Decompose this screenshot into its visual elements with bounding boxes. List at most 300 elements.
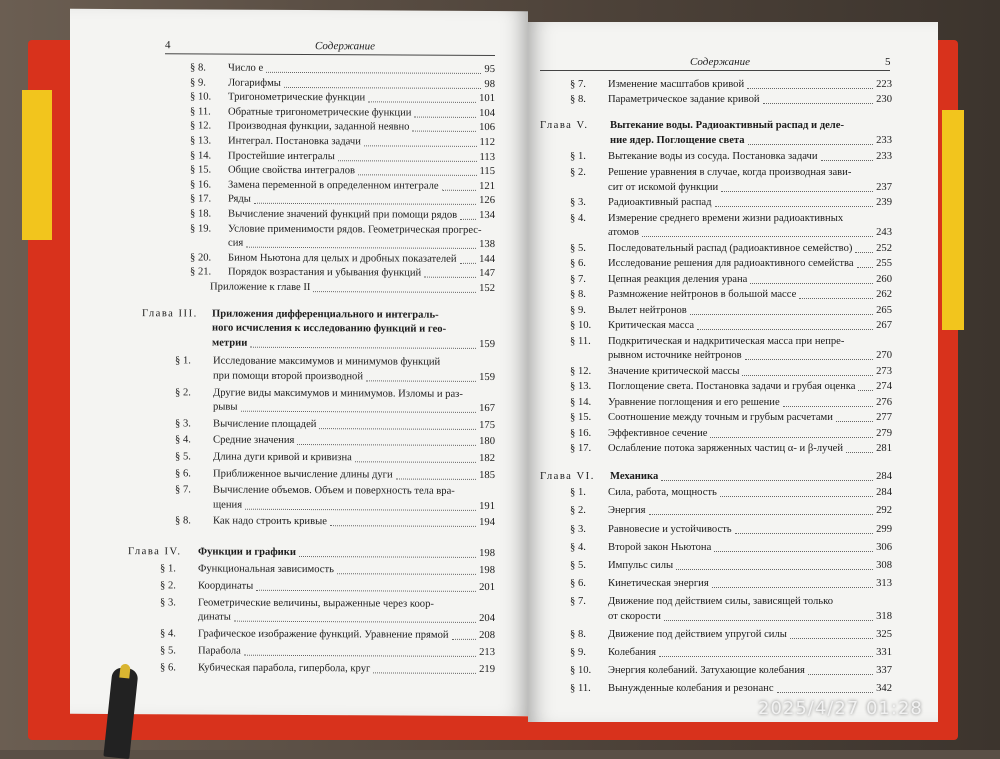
toc-section-number: § 1. <box>570 151 586 163</box>
toc-entry-title: Вынужденные колебания и резонанс <box>608 682 774 694</box>
toc-entry-continuation <box>608 181 892 195</box>
toc-section-number: § 1. <box>175 355 191 367</box>
toc-entry-title: Значение критической массы <box>608 365 740 377</box>
toc-entry-title: Как надо строить кривые <box>213 515 327 528</box>
toc-entry-continuation <box>608 226 892 240</box>
toc-page-number: 159 <box>479 371 495 384</box>
toc-page-number: 134 <box>479 209 495 222</box>
toc-leader-dots <box>714 551 873 552</box>
toc-entry <box>570 664 892 678</box>
toc-leader-dots <box>710 437 873 438</box>
toc-leader-dots <box>649 514 874 515</box>
toc-entry <box>190 222 495 238</box>
toc-section-number: § 11. <box>190 106 211 118</box>
toc-section-number: § 7. <box>570 79 586 90</box>
toc-page-number: 252 <box>876 242 892 254</box>
toc-page-number: 267 <box>876 320 892 332</box>
toc-leader-dots <box>452 639 477 640</box>
toc-page-number: 325 <box>876 628 892 640</box>
toc-page-number: 273 <box>876 365 892 377</box>
toc-section-number: § 13. <box>190 135 212 147</box>
toc-leader-dots <box>256 589 476 591</box>
toc-entry-title-cont: щения <box>213 499 243 511</box>
chapter-page-number: 233 <box>876 134 892 146</box>
toc-entry <box>570 242 892 256</box>
chapter-label: Глава VI. <box>540 470 595 482</box>
toc-entry-continuation <box>608 349 892 363</box>
toc-page-number: 115 <box>479 166 495 178</box>
toc-section-number: § 3. <box>175 418 191 430</box>
chapter-heading-cont <box>610 134 892 148</box>
toc-section-number: § 17. <box>570 443 592 455</box>
toc-page-number: 230 <box>876 93 892 105</box>
toc-entry <box>190 193 495 209</box>
toc-leader-dots <box>846 452 873 453</box>
toc-entry-title: Графическое изображение функций. Уравнение прямой <box>198 628 449 641</box>
toc-entry <box>570 682 892 696</box>
toc-entry <box>190 134 495 150</box>
toc-entry-title: Порядок возрастания и убывания функций <box>228 267 422 280</box>
chapter-label: Глава III. <box>142 307 198 320</box>
toc-leader-dots <box>412 131 476 132</box>
toc-entry <box>190 76 495 92</box>
toc-entry-title: Исследование максимумов и минимумов функций <box>213 355 441 369</box>
chapter-heading <box>142 307 495 323</box>
toc-section-number: § 18. <box>190 208 212 220</box>
toc-entry <box>160 627 495 643</box>
toc-entry-title: Энергия <box>608 505 646 517</box>
toc-entry-title: Движение под действием силы, зависящей только <box>608 595 834 607</box>
toc-entry <box>570 212 892 226</box>
toc-entry-title: Вылет нейтронов <box>608 304 687 316</box>
toc-entry-continuation <box>198 611 495 627</box>
toc-leader-dots <box>244 655 476 657</box>
toc-section-number: § 17. <box>190 193 212 205</box>
toc-page-number: 308 <box>876 559 892 571</box>
toc-entry <box>570 559 892 573</box>
toc-section-number: § 8. <box>190 62 206 74</box>
toc-entry <box>160 562 495 578</box>
cover-stripe-right <box>942 110 964 330</box>
toc-section-number: § 3. <box>160 596 176 608</box>
right-page <box>528 22 938 722</box>
toc-entry <box>175 484 495 500</box>
toc-entry-title: Интеграл. Постановка задачи <box>228 135 361 148</box>
toc-entry-title: Колебания <box>608 646 656 658</box>
toc-page-number: 191 <box>479 500 495 512</box>
toc-leader-dots <box>721 191 873 192</box>
toc-entry-title: Кинетическая энергия <box>608 577 709 589</box>
toc-section-number: § 15. <box>190 164 212 176</box>
toc-section-number: § 5. <box>175 451 191 463</box>
toc-entry-title: Условие применимости рядов. Геометрическая прогрес- <box>228 223 482 236</box>
toc-page-number: 279 <box>876 427 892 439</box>
toc-entry <box>570 541 892 555</box>
toc-leader-dots <box>297 444 476 446</box>
chapter-title: ние ядер. Поглощение света <box>610 134 745 146</box>
toc-leader-dots <box>414 116 476 117</box>
toc-entry-title: Приближенное вычисление длины дуги <box>213 468 393 481</box>
left-page-number: 4 <box>165 39 171 52</box>
toc-page-number: 255 <box>876 258 892 270</box>
toc-entry-title: Энергия колебаний. Затухающие колебания <box>608 664 805 676</box>
toc-leader-dots <box>460 263 477 264</box>
toc-entry <box>190 178 495 194</box>
toc-section-number: § 3. <box>570 197 586 208</box>
toc-leader-dots <box>747 88 873 89</box>
toc-page-number: 204 <box>479 613 495 625</box>
toc-page-number: 292 <box>876 505 892 517</box>
toc-section-number: § 7. <box>175 484 191 496</box>
toc-section-number: § 8. <box>175 515 191 527</box>
toc-entry-title: Параметрическое задание кривой <box>608 93 760 105</box>
toc-leader-dots <box>319 428 476 430</box>
toc-leader-dots <box>250 347 476 349</box>
toc-section-number: § 5. <box>570 559 586 571</box>
toc-entry-title: Число e <box>228 62 264 74</box>
toc-entry <box>175 417 495 433</box>
toc-leader-dots <box>690 314 873 315</box>
toc-entry-title: Замена переменной в определенном интеграле <box>228 179 439 192</box>
chapter-page-number: 159 <box>479 338 495 350</box>
toc-leader-dots <box>364 145 477 147</box>
cover-stripe-left <box>22 90 52 240</box>
toc-page-number: 104 <box>479 107 495 119</box>
toc-leader-dots <box>366 380 476 382</box>
toc-page-number: 144 <box>479 253 495 265</box>
toc-page-number: 313 <box>876 577 892 589</box>
toc-entry <box>570 595 892 609</box>
toc-entry-title: Вытекание воды из сосуда. Постановка задачи <box>608 151 818 163</box>
toc-entry <box>570 523 892 537</box>
toc-page-number: 182 <box>479 452 495 465</box>
toc-entry <box>570 319 892 333</box>
toc-page-number: 194 <box>479 517 495 529</box>
toc-page-number: 342 <box>876 682 892 694</box>
toc-leader-dots <box>337 573 476 575</box>
toc-entry-title: Ряды <box>228 194 251 206</box>
toc-entry <box>190 266 495 282</box>
toc-section-number: § 20. <box>190 252 212 264</box>
toc-entry-title: Вычисление значений функций при помощи рядов <box>228 208 458 221</box>
toc-entry-title-cont: атомов <box>608 227 640 239</box>
toc-leader-dots <box>836 421 873 422</box>
toc-section-number: § 9. <box>190 77 206 89</box>
toc-leader-dots <box>857 267 873 268</box>
chapter-title: Приложения дифференциального и интеграль- <box>212 308 439 321</box>
toc-entry-title: Кубическая парабола, гипербола, круг <box>198 662 371 675</box>
toc-leader-dots <box>330 526 476 528</box>
toc-page-number: 337 <box>876 664 892 676</box>
toc-page-number: 95 <box>484 63 495 76</box>
toc-section-number: § 5. <box>570 242 586 254</box>
toc-page-number: 180 <box>479 436 495 448</box>
toc-leader-dots <box>855 252 873 253</box>
toc-entry <box>570 196 892 210</box>
toc-section-number: § 6. <box>175 467 191 480</box>
chapter-page-number: 198 <box>479 547 495 560</box>
chapter-title: Функции и графики <box>198 546 296 558</box>
toc-entry-title: Простейшие интегралы <box>228 150 335 162</box>
toc-page-number: 237 <box>876 181 892 193</box>
toc-entry <box>175 450 495 466</box>
toc-entry-title: Тригонометрические функции <box>228 91 366 104</box>
toc-entry <box>570 396 892 410</box>
toc-leader-dots <box>821 160 874 161</box>
toc-leader-dots <box>661 480 873 481</box>
toc-entry <box>570 78 892 92</box>
toc-entry <box>570 365 892 379</box>
toc-leader-dots <box>313 291 476 293</box>
toc-entry <box>160 644 495 660</box>
toc-leader-dots <box>396 478 476 479</box>
toc-entry <box>160 661 495 677</box>
toc-page-number: 284 <box>876 487 892 499</box>
toc-entry-title: Решение уравнения в случае, когда производная зави- <box>608 166 852 178</box>
toc-entry <box>190 251 495 267</box>
toc-leader-dots <box>368 102 476 104</box>
toc-page-number: 299 <box>876 523 892 535</box>
chapter-title: ного исчисления к исследованию функций и гео- <box>212 322 447 335</box>
toc-entry <box>570 304 892 318</box>
toc-entry-continuation <box>213 498 495 513</box>
toc-leader-dots <box>241 411 477 413</box>
toc-section-number: § 14. <box>570 396 592 408</box>
toc-entry-title: Размножение нейтронов в большой массе <box>608 289 797 301</box>
toc-section-number: § 2. <box>175 386 191 399</box>
toc-entry <box>175 434 495 450</box>
toc-page-number: 277 <box>876 412 892 424</box>
toc-page-number: 265 <box>876 304 892 316</box>
toc-entry-continuation <box>213 401 495 416</box>
toc-leader-dots <box>715 206 874 207</box>
toc-page-number: 281 <box>876 443 892 455</box>
toc-entry-title: Последовательный распад (радиоактивное семейство) <box>608 242 853 254</box>
toc-entry <box>175 386 495 402</box>
toc-entry <box>570 380 892 394</box>
left-header-title: Содержание <box>315 40 376 53</box>
toc-leader-dots <box>783 406 873 407</box>
toc-section-number: § 7. <box>570 273 586 285</box>
toc-leader-dots <box>266 72 481 74</box>
toc-page-number: 121 <box>479 180 495 192</box>
toc-entry <box>570 335 892 349</box>
toc-leader-dots <box>373 673 476 675</box>
toc-section-number: § 16. <box>190 179 212 191</box>
toc-leader-dots <box>697 329 873 330</box>
toc-entry-title: Критическая масса <box>608 320 695 332</box>
toc-entry-title: Геометрические величины, выраженные через коор- <box>198 597 434 610</box>
toc-section-number: § 8. <box>570 93 586 105</box>
toc-page-number: 113 <box>479 151 495 163</box>
toc-entry-title: Вычисление площадей <box>213 418 317 430</box>
toc-section-number: § 6. <box>160 662 176 674</box>
toc-entry-title-cont: динаты <box>198 611 231 623</box>
right-page-header <box>540 56 890 71</box>
toc-leader-dots <box>284 87 481 89</box>
toc-leader-dots <box>742 375 873 376</box>
toc-page-number: 167 <box>479 403 495 415</box>
toc-section-number: § 9. <box>570 646 586 658</box>
toc-entry-title: Функциональная зависимость <box>198 563 334 575</box>
toc-section-number: § 8. <box>570 628 586 640</box>
toc-page-number: 243 <box>876 227 892 239</box>
toc-section-number: § 3. <box>570 523 586 535</box>
toc-entry-title: Логарифмы <box>228 77 281 89</box>
chapter-title: Вытекание воды. Радиоактивный распад и деле- <box>610 120 844 132</box>
toc-entry <box>570 442 892 456</box>
toc-entry-title: Производная функции, заданной неявно <box>228 121 410 133</box>
toc-entry <box>190 91 495 107</box>
toc-leader-dots <box>642 236 873 237</box>
toc-entry-title-cont: от скорости <box>608 610 661 622</box>
toc-entry <box>175 355 495 371</box>
toc-leader-dots <box>720 496 873 497</box>
toc-entry-title: Радиоактивный распад <box>608 197 712 208</box>
toc-section-number: § 2. <box>570 505 586 517</box>
toc-entry-title: Движение под действием упругой силы <box>608 628 787 640</box>
chapter-title: метрии <box>212 337 248 349</box>
toc-entry <box>570 628 892 642</box>
toc-leader-dots <box>442 190 477 191</box>
toc-leader-dots <box>659 656 873 657</box>
toc-entry-title: Исследование решения для радиоактивного семейства <box>608 258 854 270</box>
toc-leader-dots <box>763 103 874 104</box>
toc-section-number: § 6. <box>570 258 586 270</box>
toc-entry-title: Поглощение света. Постановка задачи и грубая оценка <box>608 381 856 393</box>
toc-entry-title: Вычисление объемов. Объем и поверхность тела вра- <box>213 484 455 498</box>
toc-leader-dots <box>790 638 873 639</box>
toc-leader-dots <box>777 692 874 693</box>
toc-leader-dots <box>799 298 873 299</box>
toc-entry-title-cont: рывном источнике нейтронов <box>608 350 742 362</box>
toc-section-number: § 4. <box>160 628 176 640</box>
toc-entry-title: Длина дуги кривой и кривизна <box>213 451 352 464</box>
toc-entry-title: Подкритическая и надкритическая масса при непре- <box>608 335 845 347</box>
chapter-heading-cont <box>212 336 495 351</box>
toc-page-number: 138 <box>479 239 495 251</box>
toc-entry <box>570 288 892 302</box>
toc-entry <box>190 120 495 136</box>
toc-entry-title: Изменение масштабов кривой <box>608 79 745 90</box>
toc-section-number: § 16. <box>570 427 592 439</box>
toc-entry-title-cont: сия <box>228 237 244 249</box>
toc-page-number: 233 <box>876 151 892 163</box>
toc-leader-dots <box>460 219 476 220</box>
right-header-title: Содержание <box>690 56 751 68</box>
toc-leader-dots <box>355 461 476 463</box>
chapter-heading-cont <box>212 322 495 337</box>
toc-section-number: § 12. <box>570 365 592 377</box>
toc-page-number: 185 <box>479 469 495 481</box>
toc-section-number: § 11. <box>570 682 591 694</box>
toc-entry <box>190 149 495 165</box>
toc-entry-title: Сила, работа, мощность <box>608 487 717 499</box>
toc-entry-title: Обратные тригонометрические функции <box>228 106 412 119</box>
toc-page-number: 198 <box>479 564 495 576</box>
toc-section-number: § 1. <box>570 487 586 499</box>
toc-section-number: § 10. <box>570 320 592 332</box>
toc-section-number: § 14. <box>190 150 212 162</box>
toc-entry-title: Измерение среднего времени жизни радиоактивных <box>608 212 844 224</box>
toc-entry <box>570 646 892 660</box>
toc-page-number: 201 <box>479 581 495 593</box>
chapter-heading <box>540 119 892 133</box>
toc-entry <box>570 150 892 164</box>
toc-entry-title: Координаты <box>198 580 254 592</box>
toc-section-number: § 2. <box>160 579 176 591</box>
toc-entry-title: Бином Ньютона для целых и дробных показателей <box>228 252 457 265</box>
toc-section-number: § 8. <box>570 289 586 301</box>
toc-leader-dots <box>299 556 476 558</box>
toc-page-number: 208 <box>479 630 495 642</box>
toc-entry <box>160 579 495 595</box>
toc-section-number: § 7. <box>570 595 586 607</box>
toc-leader-dots <box>424 277 476 278</box>
toc-entry-title: Второй закон Ньютона <box>608 541 712 553</box>
toc-leader-dots <box>245 509 476 511</box>
toc-section-number: § 13. <box>570 381 592 393</box>
toc-leader-dots <box>745 359 873 360</box>
toc-page-number: 213 <box>479 647 495 659</box>
toc-section-number: § 10. <box>190 91 212 103</box>
toc-leader-dots <box>750 283 873 284</box>
photo-timestamp: 2025/4/27 01:28 <box>758 698 923 719</box>
toc-page-number: 175 <box>479 419 495 431</box>
toc-page-number: 126 <box>479 195 495 207</box>
toc-page-number: 239 <box>876 197 892 208</box>
toc-page-number: 274 <box>876 381 892 393</box>
toc-entry <box>570 486 892 500</box>
chapter-title: Механика <box>610 470 659 482</box>
toc-page-number: 318 <box>876 610 892 622</box>
chapter-label: Глава V. <box>540 120 589 132</box>
toc-entry-title: Приложение к главе II <box>210 281 311 294</box>
toc-page-number: 276 <box>876 396 892 408</box>
toc-section-number: § 10. <box>570 664 592 676</box>
toc-entry-continuation <box>213 370 495 385</box>
toc-entry-title: Общие свойства интегралов <box>228 164 356 177</box>
toc-page-number: 106 <box>479 122 495 134</box>
toc-entry-title: Соотношение между точным и грубым расчетами <box>608 412 833 424</box>
toc-page-number: 101 <box>479 93 495 105</box>
toc-entry <box>175 515 495 531</box>
toc-entry-title: Цепная реакция деления урана <box>608 273 748 285</box>
toc-page-number: 112 <box>479 136 495 149</box>
toc-page-number: 98 <box>484 78 495 90</box>
toc-leader-dots <box>712 587 873 588</box>
pen-tip <box>119 664 130 679</box>
toc-leader-dots <box>858 390 873 391</box>
toc-entry-title: Уравнение поглощения и его решение <box>608 396 780 408</box>
toc-entry <box>570 577 892 591</box>
toc-section-number: § 2. <box>570 166 586 178</box>
toc-page-number: 270 <box>876 350 892 362</box>
toc-section-number: § 4. <box>570 541 586 553</box>
toc-entry-title-cont: при помощи второй производной <box>213 370 364 383</box>
toc-entry-title: Равновесие и устойчивость <box>608 523 732 535</box>
toc-section-number: § 9. <box>570 304 586 316</box>
toc-section-number: § 12. <box>190 120 212 132</box>
toc-leader-dots <box>234 621 476 623</box>
toc-section-number: § 19. <box>190 223 212 235</box>
toc-leader-dots <box>664 620 873 621</box>
chapter-heading <box>128 545 495 561</box>
toc-leader-dots <box>808 674 873 675</box>
right-page-number: 5 <box>885 56 891 68</box>
toc-leader-dots <box>358 174 476 176</box>
chapter-page-number: 284 <box>876 470 892 482</box>
